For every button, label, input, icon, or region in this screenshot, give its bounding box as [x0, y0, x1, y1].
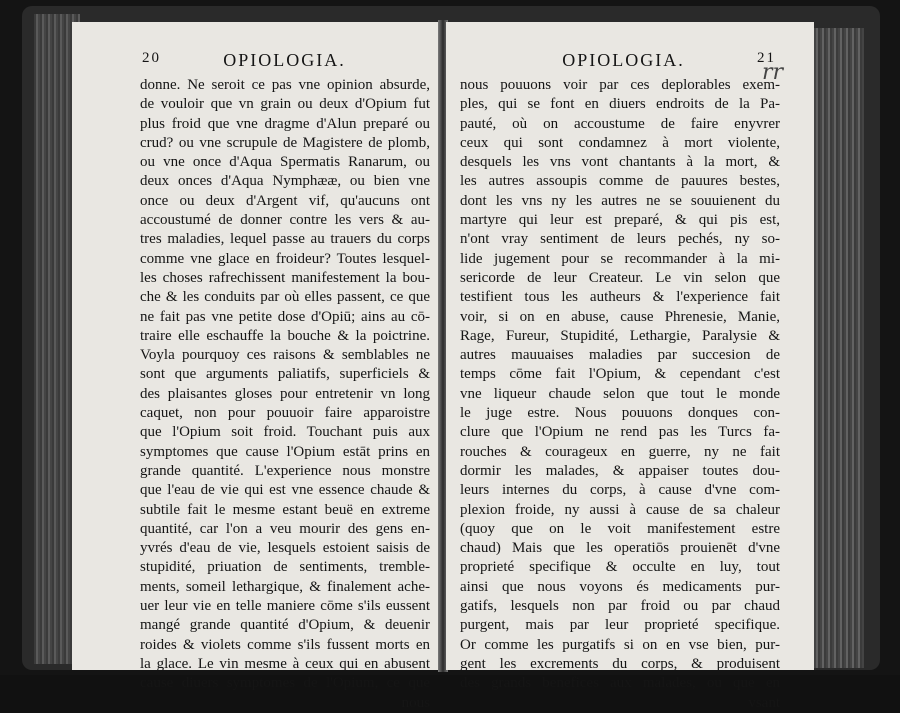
text-line: once ou deux d'Argent vif, qu'aucuns ont	[140, 192, 430, 209]
text-line: ples, qui se font en diuers endroits de la Pa-	[460, 96, 780, 113]
text-line: de vouloir que vn grain ou deux d'Opium fut	[140, 96, 430, 113]
text-line: desquels les vns vont chantants à la mort, &	[460, 154, 780, 171]
text-line: gent les excrements du corps, & produisent	[460, 655, 780, 672]
text-line: subtile fait le mesme estant beuë en extreme	[140, 501, 430, 518]
left-text-block	[140, 76, 430, 713]
text-line: vsant	[748, 694, 780, 711]
text-line: ceux qui sont condamnez à mort violente,	[460, 134, 780, 151]
text-line: rouches & courageux en guerre, ny ne fait	[460, 443, 780, 460]
text-line: crud? ou vne scrupule de Magistere de plomb,	[140, 134, 430, 151]
text-line: ou vne once d'Aqua Spermatis Ranarum, ou	[140, 154, 430, 171]
text-line: comme vne glace en froideur? Toutes lesquel-	[140, 250, 430, 267]
text-line: que l'Opium soit froid. Touchant puis aux	[140, 424, 430, 441]
text-line: autres mauuaises maladies par succesion de	[460, 347, 780, 364]
text-line: gatifs, lesquels non par froid ou par chaud	[460, 598, 780, 615]
text-line: le juge estre. Nous pouuons donques con-	[460, 405, 780, 422]
text-line: caquet, non pour pouuoir faire apparoistre	[140, 405, 430, 422]
text-line: ments, someil lethargique, & finalement ache-	[140, 578, 430, 595]
text-line: yvrés d'eau de vie, lesquels estoient saisis de	[140, 540, 430, 557]
text-line: testifient tous les autheurs & l'experience fait	[460, 289, 780, 306]
text-line: quantité, car l'on a veu mourir des gens en-	[140, 520, 430, 537]
text-line: stupidité, priuation de sentiments, tremble-	[140, 559, 430, 576]
text-line: leurs internes du corps, à cause d'vne com-	[460, 482, 780, 499]
text-line: vne liqueur chaude selon que tout le monde	[460, 385, 780, 402]
text-line: sont que arguments paliatifs, superficiels &	[140, 366, 430, 383]
text-line: nous pouuons voir par ces deplorables exem-	[460, 77, 780, 93]
text-line: purgent, mais par leur proprieté specifique.	[460, 617, 780, 634]
text-line: martyre qui leur est preparé, & qui pis est,	[460, 212, 780, 229]
right-running-head	[471, 50, 776, 76]
text-line: mangé grande quantité d'Opium, & deuenir	[140, 617, 430, 634]
text-line: uer leur vie en telle maniere cōme s'ils eussent	[140, 598, 430, 615]
text-line: pauté, où on accoustume de faire enyvrer	[460, 115, 780, 132]
text-line: tres maladies, lequel passe au trauers du corps	[140, 231, 430, 248]
text-line: grande quantité. L'experience nous monstre	[140, 462, 430, 479]
text-line: les choses rafrechissent manifestement la bou-	[140, 269, 430, 286]
text-line: ainsi que nous voyons és medicaments pur-	[460, 578, 780, 595]
text-line: symptomes que cause l'Opium estāt prins en	[140, 443, 430, 460]
text-line: proprieté specifique & occulte en luy, tout	[460, 559, 780, 576]
left-running-title: OPIOLOGIA.	[223, 50, 346, 70]
text-line: nous	[401, 694, 430, 711]
text-line: sericorde de leur Createur. Le vin selon que	[460, 269, 780, 286]
text-line: ne fait pas vne petite dose d'Opiū; ains au cō-	[140, 308, 430, 325]
text-line: lide jugement pour se recommander à la mi-	[460, 250, 780, 267]
text-line: chaud) Mais que les operatiōs prouienēt d'vne	[460, 540, 780, 557]
text-line: roides & violets comme s'ils fussent morts en	[140, 636, 430, 653]
left-running-head	[142, 50, 427, 76]
text-line: cause diuers symptomes de l'Opium, ce que	[140, 675, 430, 692]
left-page	[72, 22, 441, 711]
right-page	[446, 22, 814, 711]
text-line: n'ont vray sentiment de leurs pechés, ny so-	[460, 231, 780, 248]
text-line: les autres assoupis comme de pauures bestes,	[460, 173, 780, 190]
left-page-number: 20	[142, 50, 161, 66]
text-line: la glace. Le vin mesme à ceux qui en abusent	[140, 655, 430, 672]
text-line: des plaisantes gloses pour entretenir vn long	[140, 385, 430, 402]
text-line: che & les conduits par où elles passent, ce que	[140, 289, 430, 306]
text-line: (quoy que on le voit manifestement estre	[460, 520, 780, 537]
text-line: Rage, Fureur, Stupidité, Lethargie, Paralysie &	[460, 327, 780, 344]
text-line: plus froid que vne dragme d'Alun preparé ou	[140, 115, 430, 132]
text-line: donne. Ne seroit ce pas vne opinion absurde,	[140, 77, 430, 93]
text-line: clure que l'Opium ne rend pas les Turcs fa-	[460, 424, 780, 441]
text-line: voir, si on en abuse, cause Phrenesie, Manie,	[460, 308, 780, 325]
text-line: des grands benefices aux malades, ou que en	[460, 675, 780, 692]
text-line: que l'eau de vie qui est vne essence chaude &	[140, 482, 430, 499]
text-line: temps cōme fait l'Opium, & cependant c'est	[460, 366, 780, 383]
text-line: accoustumé de donner contre les vers & au-	[140, 212, 430, 229]
right-page-edges	[814, 28, 864, 668]
right-text-block	[460, 76, 780, 713]
text-line: dormir les malades, & appaiser toutes dou-	[460, 462, 780, 479]
text-line: Or comme les purgatifs si on en vse bien, pur-	[460, 636, 780, 653]
margin-note: rr	[762, 60, 784, 85]
right-running-title: OPIOLOGIA.	[562, 50, 685, 70]
text-line: plexion froide, ny aussi à cause de sa chaleur	[460, 501, 780, 518]
text-line: deux onces d'Aqua Nymphææ, ou bien vne	[140, 173, 430, 190]
right-page-number: 21	[757, 50, 776, 66]
text-line: dont les vns ny les autres ne se souuienent du	[460, 192, 780, 209]
text-line: Voyla pourquoy ces raisons & semblables ne	[140, 347, 430, 364]
text-line: traire elle eschauffe la bouche & la poictrine.	[140, 327, 430, 344]
